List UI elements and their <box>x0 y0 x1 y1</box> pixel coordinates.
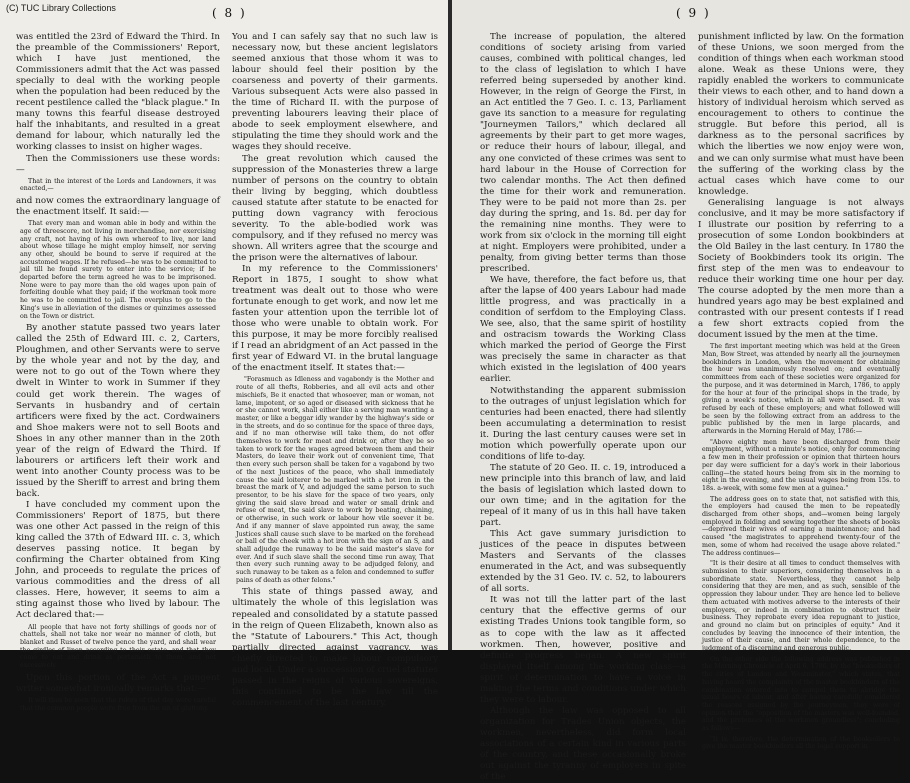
left-page-number: ( 8 ) <box>212 6 247 20</box>
right-page-number: ( 9 ) <box>676 6 711 20</box>
paragraph: This state of things passed away, and ultimately the whole of this legislation was repealed and consolidated by a statute passed in the reign of Queen Elizabeth, known also as the "Statute of Labourers." This Act, though partially directed against vagrancy, was chiefly directed to make labour compulsory and local. Under a succession of cruel statutes passed in the reigns of various sovereigns, this continued to be the law till the commencement of the last century. <box>232 587 438 708</box>
paragraph: It was not till the latter part of the last century that the effective germs of our existing Trades Unions took tangible form, so as to cope with the law as it affected workmen. Then, however, positive and definite progress began. A new spirit displayed itself among the working class—a spirit of determination to have a voice in making the terms and conditions under which they were to labour. <box>480 595 686 705</box>
paragraph: You and I can safely say that no such law is necessary now, but these ancient legislators seemed anxious that those whom it was to labour should feel their position by the coarseness and poverty of their garments. Various subsequent Acts were also passed in the time of Richard II. with the purpose of preventing labourers leaving their place of abode to seek employment elsewhere, and stipulating the time they should work and the wages they should receive. <box>232 32 438 153</box>
quoted-extract: "Above eighty men have been discharged from their employment, without a minute's notice, only for commencing a few men in their profession or opinion that thirteen hours per day were sufficient for a day's work in their laborious calling—the stated hours being from six in the morning to eight in the evening, and the usual wages being from 15s. to 18s. a-week, with some few men at a guinea." <box>702 438 900 492</box>
left-page <box>0 0 448 712</box>
paragraph: The increase of population, the altered conditions of society arising from varied causes, combined with political changes, led to the class of legislation to which I have referred being superseded by another kind. However, in the reign of George the First, in an Act entitled the 7 Geo. I. c. 13, Parliament gave its sanction to a measure for regulating "Journeymen Tailors," which declared all agreements by their part to get more wages, or reduce their hours of labour, illegal, and any one convicted of these crimes was sent to hard labour in the House of Correction for two calendar months. The Act then defined the time for their work and remuneration. They were to be paid not more than 2s. per day during the spring, and 1s. 8d. per day for the remaining nine months. They were to work from six o'clock in the morning till eight at night. Employers were prohibited, under a penalty, from giving better terms than those prescribed. <box>480 32 686 274</box>
paragraph: We have, therefore, the fact before us, that after the lapse of 400 years Labour had made little progress, and was practically in a condition of serfdom to the Employing Class. We see, also, that the same spirit of hostility and ostracism towards the Working Class which marked the period of George the First was precisely the same in character as that which existed in the legislation of 400 years earlier. <box>480 275 686 385</box>
quoted-extract: "It is their desire at all times to conduct themselves with submission to their superiors, considering themselves in a subordinate state. Nevertheless, they cannot help considering that they are men, and as such, sensible of the oppression they labour under. They are hence led to believe them actuated with motives adverse to the interests of their employers, or indeed in combination to obstruct their business. They reprobate every idea repugnant to justice, and ground no claim but on principles of equity." And it concludes by leaving the innocence of their intention, the justice of their cause, and their whole dependence, to the judgment of a discerning and generous public. <box>702 560 900 653</box>
paragraph: was entitled the 23rd of Edward the Third. In the preamble of the Commissioners' Report, which I have just mentioned, the Commissioners admit that the Act was passed specially to deal with the working people when the population had been reduced by the recent pestilence called the "black plague." In many towns this fearful disease destroyed half the inhabitants, and resulted in a great demand for labour, which naturally led the working classes to insist on higher wages. <box>16 32 220 153</box>
paragraph: Notwithstanding the apparent submission to the outrages of unjust legislation which for centuries had been enacted, there had silently been accumulating a determination to resist it. During the last century causes were set in motion which powerfully operate upon our conditions of life to-day. <box>480 385 686 462</box>
quoted-extract: On the other side the following address was published in the Morning Chronicle of April 6, 1786, by the "booksellers of the cities of London and Westminster," which states, that having heard the complaints of the master bookbinders of the combination entered into to compel them to abridge the usual hours of labour, and after having carefully considered the reasons assigned by the journeymen, they were of opinion that the "opposition of the masters was well-founded, and the pretences of the workmen groundless"; concluding as follows— <box>702 655 900 733</box>
quoted-extract: "Forasmuch as Idleness and vagabondy is the Mother and route of all thefts, Robberies, and all evil acts and other mischiefs, Be it enacted that whosoever, man or woman, not lame, impotent, or so aged or diseased with sickness that he or she cannot work, shall either like a serving man wanting a master, or like a beggar idly wander by the highway's side or in the streets, and do so continue for the space of three days, and if no man otherwise will take them, do not offer themselves to work for meat and drink or, after they be so taken to work for the wages agreed between them and their Masters, do leave their work out of convenient time, That then every such person shall be taken for a vagabond by two of the next Justices of the peace, who shall immediately cause the said loiterer to be marked with a hot iron in the breast the mark of V, and adjudged the same person to such presentor, to be his slave for the space of two years, only giving the said slave bread and water or small drink and refuse of meat, the said slave to work by beating, chaining, or otherwise, in such work or labour how vile soever it be. And if any manner of slave appointed run away, the same Justices shall cause such slave to be marked on the forehead or ball of the cheek with a hot iron with the sign of an S, and shall adjudge the runaway to be the said master's slave for ever. And if such slave shall the second time run away, That then every such running away to be adjudged felony, and such runaway to be taken as a felon and condemned to suffer pains of death as other felons." <box>236 376 434 584</box>
paragraph: In my reference to the Commissioners' Report in 1875, I sought to show what treatment was dealt out to those who were fortunate enough to get work, and now let me fasten your attention upon the terrible lot of those who were unable to obtain work. For this purpose, it may be more forcibly realised if I read an abridgment of an Act passed in the first year of Edward VI. in the brutal language of the enactment itself. It states that:— <box>232 263 438 374</box>
quoted-extract: The first important meeting which was held at the Green Man, Bow Street, was attended by nearly all the journeymen bookbinders in London, when the movement for obtaining the hour was unanimously resolved on; and eventually committees from each of these societies were organized for the purpose, and it was determined in March, 1786, to apply for the hour at four of the principal shops in the trade, by giving a week's notice, which in all were refused. It was refused by each of these employers; and what followed will be seen by the following extract from an address to the public published by the men in large placards, and afterwards in the Morning Herald of May, 1786:— <box>702 343 900 436</box>
quoted-extract: "It is, therefore, the determination of the booksellers to give the master bookbinders all the legal support in <box>702 735 900 751</box>
paragraph: punishment inflicted by law. On the formation of these Unions, we soon merged from the condition of things when each workman stood alone. Weak as these Unions were, they rapidly enabled the workers to communicate their views to each other, and to hand down a history of individual heroism which served as encouragement to others to continue the struggle. But before this period, all is darkness as to the personal sacrifices by which the liberties we now enjoy were won, and we can only surmise what must have been the suffering of the working class by the actual cases which have come to our knowledge. <box>698 32 904 197</box>
paragraph: Upon this portion of the Act a pungent writer somewhat ironically remarks that:— <box>16 672 220 694</box>
left-column-2 <box>232 32 438 709</box>
paragraph: By another statute passed two years later called the 25th of Edward III. c. 2, Carters, Ploughmen, and other Servants were to serve by the whole year and not by the day, and were not to go out of the Town where they dwelt in Winter to work in Summer if they could get work therein. The wages of Servants in husbandry and of certain artificers were fixed by the act. Cordwainers and Shoe makers were not to sell Boots and Shoes in any other manner than in the 20th year of the reign of Edward the Third. If labourers or artificers left their work and went into another County process was to be issued by the Sheriff to arrest and bring them back. <box>16 323 220 499</box>
paragraph: Generalising language is not always conclusive, and it may be more satisfactory if I illustrate our position by referring to a prosecution of some London bookbinders at the Old Bailey in the last century. In 1780 the Society of Bookbinders took its origin. The first step of the men was to endeavour to reduce their working time one hour per day. The course adopted by the men more than a hundred years ago may be best explained and contrasted with our present contests if I read a few short extracts copied from the document issued by the men at the time. <box>698 197 904 341</box>
paragraph: This Act gave summary jurisdiction to justices of the peace in disputes between Masters and Servants of the classes enumerated in the Act, and was subsequently extended by the 31 Geo. IV. c. 52, to labourers of all sorts. <box>480 529 686 595</box>
copyright-watermark: (C) TUC Library Collections <box>6 3 116 13</box>
paragraph: The great revolution which caused the suppression of the Monasteries threw a large number of persons on the country to obtain their living by begging, which doubtless caused statute after statute to be enacted for putting down vagrancy with ferocious severity. To the able-bodied work was compulsory, and if they refused no mercy was shown. All writers agree that the scourge and the prison were the alternatives of labour. <box>232 153 438 263</box>
paragraph: Then the Commissioners use these words:— <box>16 153 220 175</box>
quoted-extract: The address goes on to state that, not satisfied with this, the employers had caused the men to be repeatedly discharged from other shops, and—women being largely employed in folding and sewing together the sheets of books—deprived their wives of earning a maintenance; and had caused "the magistrates to apprehend twenty-four of the men, some of whom had received the usage above related." The address continues— <box>702 495 900 557</box>
right-column-1 <box>480 32 686 783</box>
quoted-extract: All people that have not forty shillings of goods nor of chattels, shall not take nor wear no manner of cloth, but blanket and Russet of twelve pence the yard, and shall wear the girdles of linen according to their estate, and that they come to eat and drink as pertaineth to them, and not excessively. <box>20 623 216 670</box>
left-column-1 <box>16 32 220 715</box>
quoted-extract: That in the interest of the Lords and Landowners, it was enacted,— <box>20 177 216 193</box>
paragraph: The statute of 20 Geo. II. c. 19, introduced a new principle into this branch of law, and laid the basis of legislation which lasted down to our own time; and in the agitation for the repeal of it many of us in this hall have taken part. <box>480 462 686 529</box>
right-column-2 <box>698 32 904 754</box>
right-page <box>452 0 910 783</box>
paragraph: I have concluded my comment upon the Commissioners' Report of 1875, but there was one other Act passed in the reign of this king called the 37th of Edward III. c. 3, which deserves passing notice. It began by confirming the Charter obtained from King John, and proceeds to regulate the prices of various commodities and the dress of all classes. Here, however, it seems to aim a sting against those who lived by labour. The Act declared that:— <box>16 500 220 621</box>
quoted-extract: It will thus be seen that the rulers of that day were careful that the common people were free from the sin of gluttony. <box>20 696 216 712</box>
paragraph: and now comes the extraordinary language of the enactment itself. It said:— <box>16 196 220 218</box>
paragraph: Although the law was opposed to all organization for Trades Union objects, the workmen, nevertheless, did form local associations of a certain kind in various parts of the country, and these occasionally broke out against the tyranny of employers in spite of the <box>480 705 686 783</box>
quoted-extract: That every man and woman able in body and within the age of threescore, not living in merchandise, nor exercising any craft, not having of his own whereof to live, nor land about whose tillage he might employ himself, nor serving any other, should be bound to serve if required at the accustomed wages. If he refused—he was to be committed to jail till he found surety to enter into the service; if he departed before the term agreed he was to be imprisoned. None were to pay more than the old wages upon pain of forfeiting double what they paid; if the workman took more he was to be committed to jail. The overplus to go to the King's use in alleviation of the dismes or quinzimes assessed on the Town or district. <box>20 220 216 320</box>
